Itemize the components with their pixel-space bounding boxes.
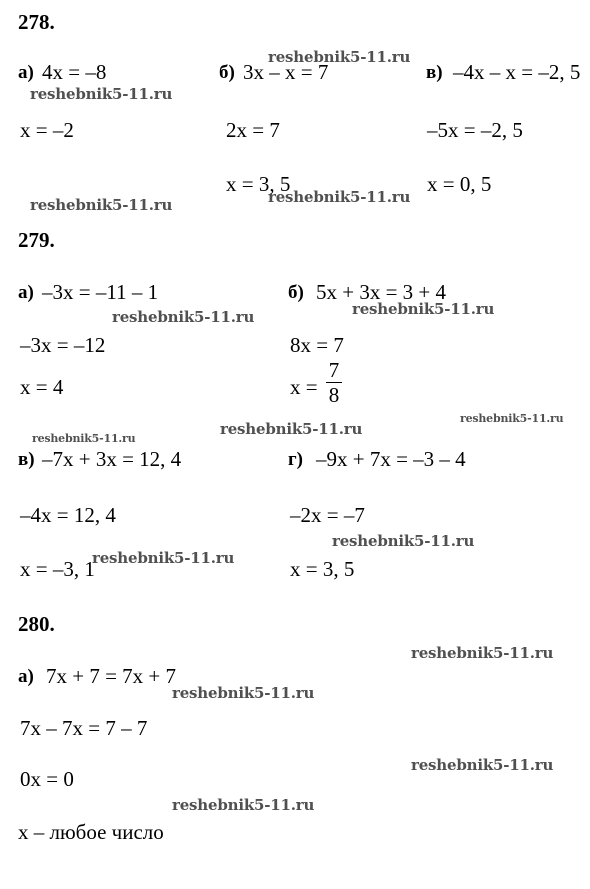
watermark: reshebnik5-11.ru bbox=[30, 196, 173, 214]
watermark: reshebnik5-11.ru bbox=[32, 432, 136, 445]
watermark: reshebnik5-11.ru bbox=[172, 796, 315, 814]
solution-step: x = bbox=[290, 375, 318, 399]
fraction bbox=[326, 359, 342, 406]
part-label-a: а) bbox=[18, 282, 34, 303]
solution-step: x = 0, 5 bbox=[427, 172, 492, 196]
watermark: reshebnik5-11.ru bbox=[268, 48, 411, 66]
solution-step: 2x = 7 bbox=[226, 118, 280, 142]
fraction-numerator: 7 bbox=[328, 358, 340, 382]
problem-number-279: 279. bbox=[18, 228, 55, 252]
part-label-v: в) bbox=[18, 449, 35, 470]
solution-step: –4x = 12, 4 bbox=[20, 503, 116, 527]
watermark: reshebnik5-11.ru bbox=[30, 85, 173, 103]
solution-step: x = 4 bbox=[20, 375, 64, 399]
part-label-a: а) bbox=[18, 62, 34, 83]
watermark: reshebnik5-11.ru bbox=[172, 684, 315, 702]
solution-step: –2x = –7 bbox=[290, 503, 365, 527]
part-label-b: б) bbox=[219, 62, 235, 83]
watermark: reshebnik5-11.ru bbox=[92, 549, 235, 567]
equation: 7x + 7 = 7x + 7 bbox=[46, 664, 177, 688]
solution-step: x = –2 bbox=[20, 118, 74, 142]
watermark: reshebnik5-11.ru bbox=[112, 308, 255, 326]
watermark: reshebnik5-11.ru bbox=[460, 412, 564, 425]
part-label-b: б) bbox=[288, 282, 304, 303]
equation: –3x = –11 – 1 bbox=[42, 280, 159, 304]
watermark: reshebnik5-11.ru bbox=[411, 644, 554, 662]
watermark: reshebnik5-11.ru bbox=[220, 420, 363, 438]
part-label-v: в) bbox=[426, 62, 443, 83]
problem-number-278: 278. bbox=[18, 10, 55, 34]
equation: 4x = –8 bbox=[42, 60, 107, 84]
part-label-a: а) bbox=[18, 666, 34, 687]
problem-number-280: 280. bbox=[18, 612, 55, 636]
part-label-g: г) bbox=[288, 449, 303, 470]
equation: –9x + 7x = –3 – 4 bbox=[316, 447, 466, 471]
solution-step: –3x = –12 bbox=[20, 333, 106, 357]
equation: 5x + 3x = 3 + 4 bbox=[316, 280, 447, 304]
solution-step: x = 3, 5 bbox=[290, 557, 355, 581]
equation: –4x – x = –2, 5 bbox=[453, 60, 581, 84]
solution-step: –5x = –2, 5 bbox=[427, 118, 523, 142]
watermark: reshebnik5-11.ru bbox=[411, 756, 554, 774]
equation: –7x + 3x = 12, 4 bbox=[42, 447, 182, 471]
fraction-denominator: 8 bbox=[328, 383, 340, 407]
watermark: reshebnik5-11.ru bbox=[352, 300, 495, 318]
solution-step: 8x = 7 bbox=[290, 333, 344, 357]
solution-step: x = –3, 1 bbox=[20, 557, 95, 581]
watermark: reshebnik5-11.ru bbox=[268, 188, 411, 206]
equation: 3x – x = 7 bbox=[243, 60, 329, 84]
solution-step: 0x = 0 bbox=[20, 767, 74, 791]
watermark: reshebnik5-11.ru bbox=[332, 532, 475, 550]
solution-step: x = 3, 5 bbox=[226, 172, 291, 196]
solution-step: 7x – 7x = 7 – 7 bbox=[20, 716, 148, 740]
solution-step: x – любое число bbox=[18, 820, 164, 844]
